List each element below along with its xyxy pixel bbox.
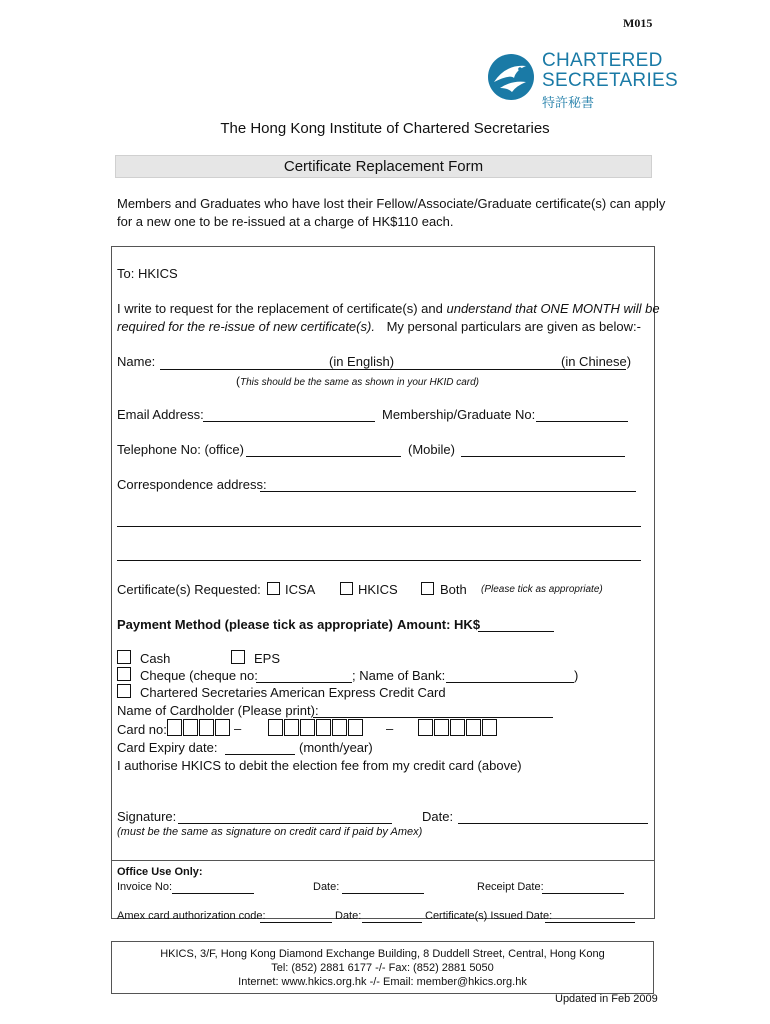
cardholder-field[interactable] (313, 717, 553, 718)
cheque-prefix: Cheque (cheque no: (140, 668, 258, 683)
hkid-note-open: ( (236, 374, 240, 388)
email-label: Email Address: (117, 407, 204, 422)
mobile-field[interactable] (461, 456, 625, 457)
updated-note: Updated in Feb 2009 (555, 993, 658, 1005)
card-digit-box[interactable] (332, 719, 347, 736)
request-italic-2: required for the re-issue of new certificate(s). (117, 319, 375, 334)
card-digit-box[interactable] (434, 719, 449, 736)
in-chinese-label: (in Chinese) (561, 354, 632, 369)
institute-title: The Hong Kong Institute of Chartered Secretaries (220, 120, 550, 137)
name-english-field[interactable] (160, 369, 626, 370)
telephone-office-field[interactable] (246, 456, 401, 457)
email-field[interactable] (203, 421, 375, 422)
bank-name-field[interactable] (446, 682, 574, 683)
cheque-checkbox[interactable] (117, 667, 131, 681)
intro-line-2: for a new one to be re-issued at a charge of HK$110 each. (117, 214, 454, 229)
icsa-label: ICSA (285, 582, 316, 597)
amex-auth-field[interactable] (260, 922, 332, 923)
issued-field[interactable] (545, 922, 635, 923)
footer-address: HKICS, 3/F, Hong Kong Diamond Exchange Building, 8 Duddell Street, Central, Hong Kong (160, 948, 605, 960)
cash-checkbox[interactable] (117, 650, 131, 664)
eps-label: EPS (254, 651, 281, 666)
hkid-note (236, 372, 479, 390)
card-no-group-1[interactable] (167, 719, 231, 736)
cardholder-label: Name of Cardholder (Please print): (117, 703, 319, 718)
signature-note: (must be the same as signature on credit card if paid by Amex) (117, 826, 423, 838)
signature-date-label: Date: (422, 809, 454, 824)
amex-label: Chartered Secretaries American Express Credit Card (140, 685, 446, 700)
request-italic-1: understand that ONE MONTH will be (446, 301, 660, 316)
card-no-group-3[interactable] (418, 719, 498, 736)
card-digit-box[interactable] (284, 719, 299, 736)
card-digit-box[interactable] (450, 719, 465, 736)
receipt-field[interactable] (542, 893, 624, 894)
tick-note: (Please tick as appropriate) (481, 584, 603, 595)
card-dash-1: – (234, 721, 242, 736)
hkid-note-text: This should be the same as shown in your HKID card) (240, 377, 479, 388)
amex-checkbox[interactable] (117, 684, 131, 698)
office-use-title: Office Use Only: (117, 866, 203, 878)
membership-label: Membership/Graduate No: (382, 407, 536, 422)
office-date2-field[interactable] (362, 922, 422, 923)
signature-date-field[interactable] (458, 823, 648, 824)
card-digit-box[interactable] (482, 719, 497, 736)
office-use-divider (111, 860, 655, 861)
card-digit-box[interactable] (300, 719, 315, 736)
icsa-checkbox[interactable] (267, 582, 280, 595)
address-label: Correspondence address: (117, 477, 267, 492)
authorise-text: I authorise HKICS to debit the election fee from my credit card (above) (117, 758, 522, 773)
card-digit-box[interactable] (167, 719, 182, 736)
name-label: Name: (117, 354, 156, 369)
card-no-label: Card no: (117, 722, 167, 737)
request-line-2 (117, 319, 641, 334)
hkics-label: HKICS (358, 582, 398, 597)
card-digit-box[interactable] (183, 719, 198, 736)
expiry-label: Card Expiry date: (117, 740, 218, 755)
mobile-label: (Mobile) (408, 442, 455, 457)
office-date2-label: Date: (335, 910, 362, 922)
amount-field[interactable] (478, 631, 554, 632)
bank-label: ; Name of Bank: (352, 668, 446, 683)
office-date-field[interactable] (342, 893, 424, 894)
membership-field[interactable] (536, 421, 628, 422)
card-digit-box[interactable] (348, 719, 363, 736)
in-english-label: (in English) (329, 354, 395, 369)
certificates-label: Certificate(s) Requested: (117, 582, 261, 597)
signature-field[interactable] (178, 823, 392, 824)
card-dash-2: – (386, 721, 394, 736)
bird-emblem-icon (486, 52, 536, 102)
logo (486, 50, 678, 111)
logo-line1: CHARTERED (542, 50, 663, 71)
logo-chinese: 特許秘書 (542, 96, 595, 111)
card-digit-box[interactable] (418, 719, 433, 736)
form-code: M015 (623, 16, 653, 30)
telephone-label: Telephone No: (office) (117, 442, 244, 457)
eps-checkbox[interactable] (231, 650, 245, 664)
expiry-format: (month/year) (299, 740, 373, 755)
card-digit-box[interactable] (199, 719, 214, 736)
cheque-no-field[interactable] (256, 682, 352, 683)
amount-label: Amount: HK$ (397, 617, 481, 632)
footer-tel: Tel: (852) 2881 6177 -/- Fax: (852) 2881 5050 (271, 962, 494, 974)
payment-label: Payment Method (please tick as appropriate) (117, 617, 393, 632)
signature-label: Signature: (117, 809, 177, 824)
logo-line2: SECRETARIES (542, 70, 678, 91)
cheque-close: ) (574, 668, 579, 683)
issued-label: Certificate(s) Issued Date: (425, 910, 553, 922)
form-title: Certificate Replacement Form (283, 158, 484, 175)
address-field-3[interactable] (117, 560, 641, 561)
receipt-label: Receipt Date: (477, 881, 544, 893)
request-line-1 (117, 301, 660, 316)
request-plain-2: My personal particulars are given as below:- (386, 319, 641, 334)
address-field-2[interactable] (117, 526, 641, 527)
card-digit-box[interactable] (215, 719, 230, 736)
card-no-group-2[interactable] (268, 719, 364, 736)
both-label: Both (440, 582, 467, 597)
invoice-label: Invoice No: (117, 881, 173, 893)
address-field-1[interactable] (260, 491, 636, 492)
card-digit-box[interactable] (466, 719, 481, 736)
both-checkbox[interactable] (421, 582, 434, 595)
cash-label: Cash (140, 651, 171, 666)
expiry-field[interactable] (225, 754, 295, 755)
to-line: To: HKICS (117, 266, 178, 281)
office-date-label: Date: (313, 881, 340, 893)
footer-internet: Internet: www.hkics.org.hk -/- Email: member@hkics.org.hk (238, 976, 527, 988)
invoice-field[interactable] (172, 893, 254, 894)
request-plain: I write to request for the replacement of certificate(s) and (117, 301, 447, 316)
card-digit-box[interactable] (316, 719, 331, 736)
card-digit-box[interactable] (268, 719, 283, 736)
hkics-checkbox[interactable] (340, 582, 353, 595)
intro-line-1: Members and Graduates who have lost their Fellow/Associate/Graduate certificate(s) can apply (117, 196, 666, 211)
amex-auth-label: Amex card authorization code: (117, 910, 266, 922)
